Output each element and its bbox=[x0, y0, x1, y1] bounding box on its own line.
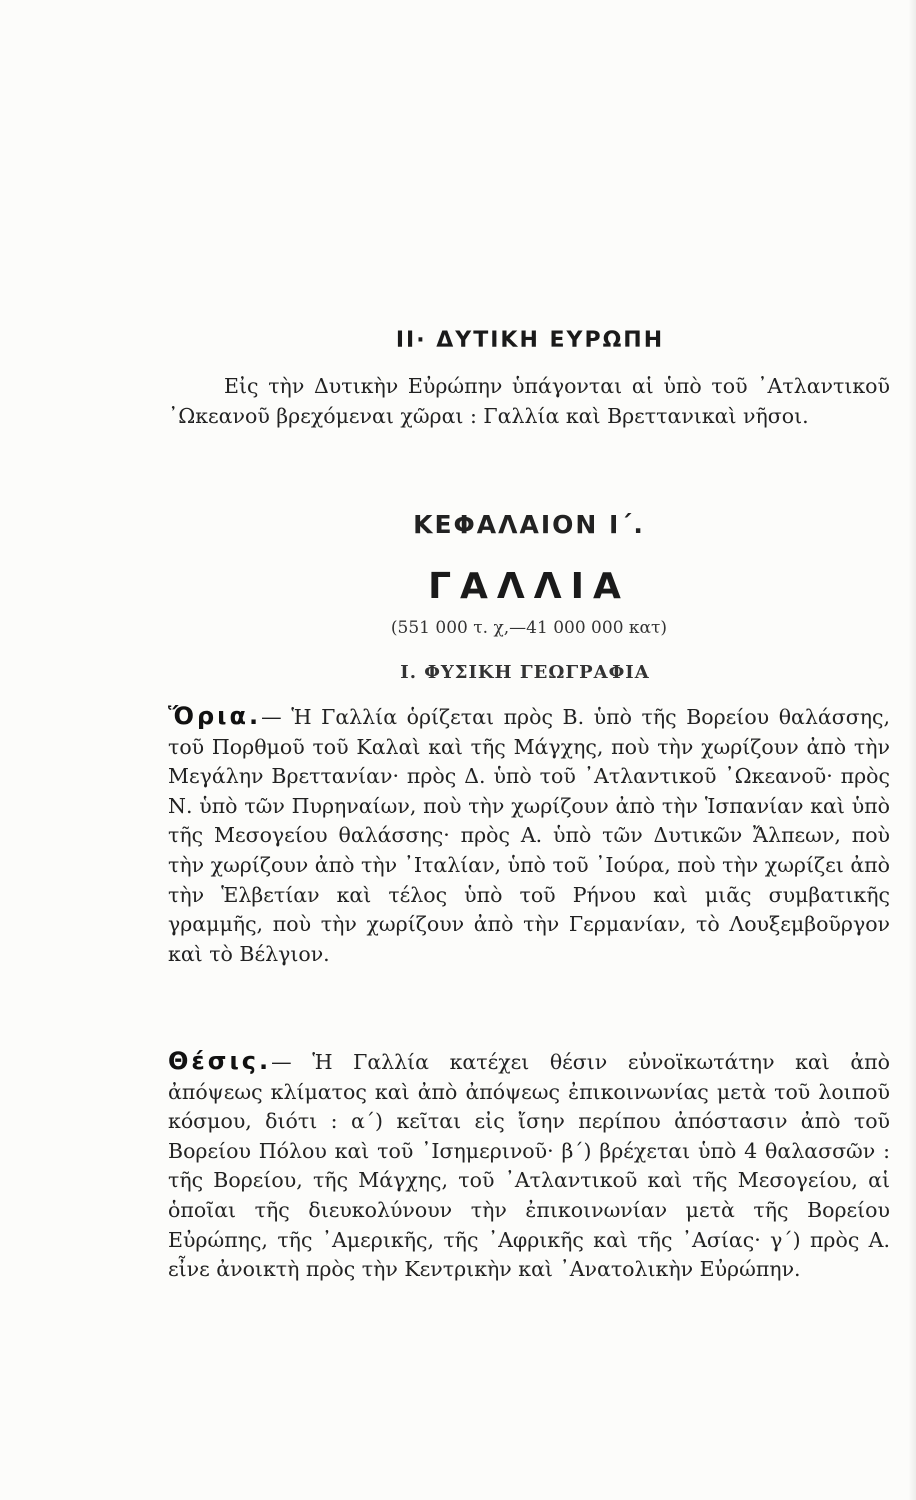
section-heading: ΙΙ· ΔΥΤΙΚΗ ΕΥΡΩΠΗ bbox=[395, 328, 665, 353]
borders-run-in-heading: Ὅρια. bbox=[168, 702, 262, 730]
borders-paragraph bbox=[168, 702, 890, 969]
page-edge-shadow bbox=[908, 0, 916, 1500]
subsection-heading: Ι. ΦΥΣΙΚΗ ΓΕΩΓΡΑΦΙΑ bbox=[400, 662, 650, 683]
area-population-line: (551 000 τ. χ,—41 000 000 κατ) bbox=[390, 618, 668, 638]
borders-text: — Ἡ Γαλλία ὁρίζεται πρὸς Β. ὑπὸ τῆς Βορείου θαλάσσης, τοῦ Πορθμοῦ τοῦ Καλαὶ καὶ τῆς Μάγχης, ποὺ τὴν χωρίζουν ἀπὸ τὴν Μεγάλην Βρεττανίαν· πρὸς Δ. ὑπὸ τοῦ ᾿Ατλαντικοῦ ᾿Ωκεανοῦ· πρὸς Ν. ὑπὸ τῶν Πυρηναίων, ποὺ τὴν χωρίζουν ἀπὸ τὴν Ἱσπανίαν καὶ ὑπὸ τῆς Μεσογείου θαλάσσης· πρὸς Α. ὑπὸ τῶν Δυτικῶν Ἄλπεων, ποὺ τὴν χωρίζουν ἀπὸ τὴν ᾿Ιταλίαν, ὑπὸ τοῦ ᾿Ιούρα, ποὺ τὴν χωρίζει ἀπὸ τὴν Ἑλβετίαν καὶ τέλος ὑπὸ τοῦ Ρήνου καὶ μιᾶς συμβατικῆς γραμμῆς, ποὺ τὴν χωρίζουν ἀπὸ τὴν Γερμανίαν, τὸ Λουξεμβοῦργον καὶ τὸ Βέλγιον. bbox=[168, 705, 890, 966]
position-paragraph bbox=[168, 1047, 890, 1285]
position-text: — Ἡ Γαλλία κατέχει θέσιν εὐνοϊκωτάτην καὶ ἀπὸ ἀπόψεως κλίματος καὶ ἀπὸ ἀπόψεως ἐπικοινωνίας μετὰ τοῦ λοιποῦ κόσμου, διότι : α΄) κεῖται εἰς ἴσην περίπου ἀπόστασιν ἀπὸ τοῦ Βορείου Πόλου καὶ τοῦ ᾿Ισημερινοῦ· β΄) βρέχεται ὑπὸ 4 θαλασσῶν : τῆς Βορείου, τῆς Μάγχης, τοῦ ᾿Ατλαντικοῦ καὶ τῆς Μεσογείου, αἱ ὁποῖαι τῆς διευκολύνουν τὴν ἐπικοινωνίαν μετὰ τῆς Βορείου Εὐρώπης, τῆς ᾿Αμερικῆς, τῆς ᾿Αφρικῆς καὶ τῆς ᾿Ασίας· γ΄) πρὸς Α. εἶνε ἀνοικτὴ πρὸς τὴν Κεντρικὴν καὶ ᾿Ανατολικὴν Εὐρώπην. bbox=[168, 1050, 890, 1282]
chapter-label: ΚΕΦΑΛΑΙΟΝ Ι΄. bbox=[413, 510, 645, 539]
position-run-in-heading: Θέσις. bbox=[168, 1047, 272, 1075]
chapter-title: ΓΑΛΛΙΑ bbox=[428, 566, 630, 607]
intro-paragraph: Εἰς τὴν Δυτικὴν Εὐρώπην ὑπάγονται αἱ ὑπὸ τοῦ ᾿Ατλαντικοῦ ᾿Ωκεανοῦ βρεχόμεναι χῶραι : Γαλλία καὶ Βρεττανικαὶ νῆσοι. bbox=[168, 374, 890, 428]
